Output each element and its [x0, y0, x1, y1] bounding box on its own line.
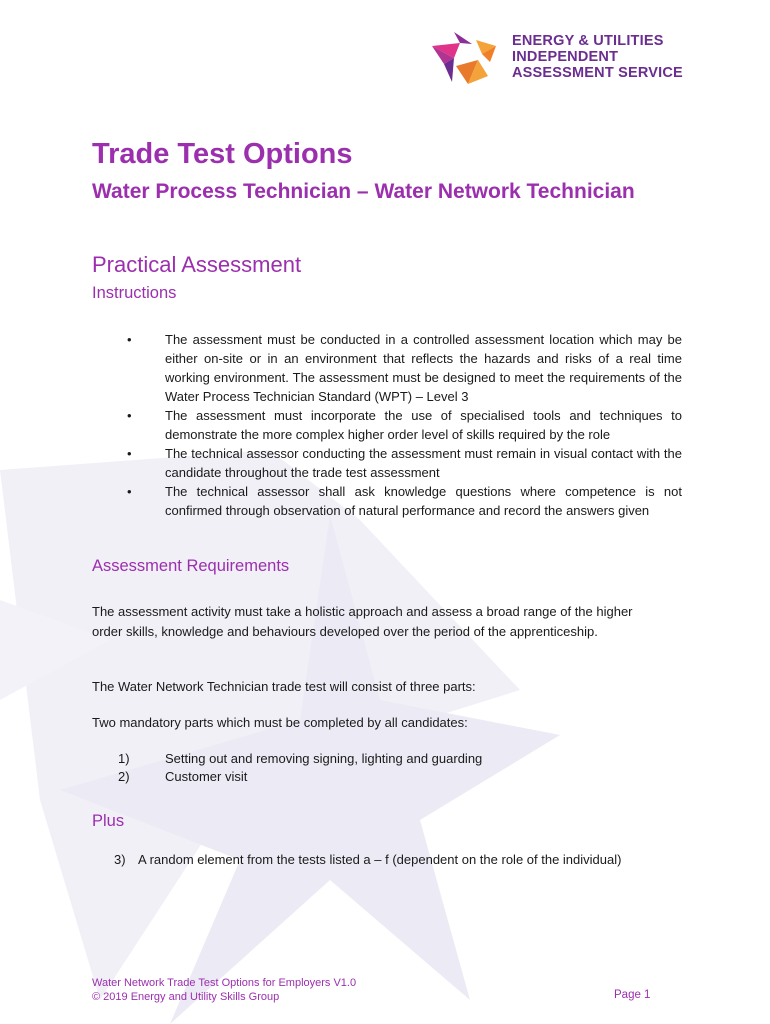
requirements-paragraph-3: Two mandatory parts which must be completed by all candidates:	[92, 715, 468, 730]
practical-assessment-heading: Practical Assessment	[92, 252, 302, 277]
list-item-text: Setting out and removing signing, lighting and guarding	[165, 751, 483, 766]
assessment-requirements-heading: Assessment Requirements	[92, 557, 290, 575]
bullet-icon: •	[127, 332, 132, 347]
logo-line-1: ENERGY & UTILITIES	[512, 33, 664, 49]
footer	[92, 976, 356, 1004]
requirements-paragraph-2: The Water Network Technician trade test will consist of three parts:	[92, 679, 476, 694]
instructions-heading: Instructions	[92, 284, 177, 302]
footer-copyright: © 2019 Energy and Utility Skills Group	[92, 991, 280, 1003]
footer-document-name: Water Network Trade Test Options for Employers V1.0	[92, 977, 357, 989]
page-title: Trade Test Options	[92, 138, 353, 170]
list-item-text: A random element from the tests listed a – f (dependent on the role of the individual)	[138, 852, 622, 867]
instructions-list	[92, 330, 682, 520]
requirements-paragraph-1: The assessment activity must take a holistic approach and assess a broad range of the higher order skills, knowledge and behaviours developed over the period of the apprenticeship.	[92, 604, 633, 639]
logo-line-2: INDEPENDENT	[512, 49, 619, 65]
list-item	[92, 330, 682, 406]
list-item	[92, 406, 682, 444]
list-item-text: The technical assessor conducting the assessment must remain in visual contact with the candidate throughout the trade test assessment	[165, 446, 682, 480]
logo-text	[512, 33, 683, 81]
mandatory-parts-list	[92, 750, 482, 786]
list-item	[92, 750, 482, 768]
bullet-icon: •	[127, 408, 132, 423]
page-subtitle: Water Process Technician – Water Network Technician	[92, 180, 635, 203]
list-item	[92, 482, 682, 520]
list-item-text: The technical assessor shall ask knowledge questions where competence is not confirmed through observation of natural performance and record the answers given	[165, 484, 682, 518]
logo-line-3: ASSESSMENT SERVICE	[512, 65, 683, 81]
list-item	[92, 768, 482, 786]
list-item-text: The assessment must be conducted in a controlled assessment location which may be either on-site or in an environment that reflects the hazards and risks of a real time working environment. The assessment must be designed to meet the requirements of the Water Process Technician Standard (WPT) – Level 3	[165, 332, 682, 404]
list-item-number: 2)	[118, 769, 130, 784]
eu-ias-logo	[430, 30, 690, 86]
page-number: Page 1	[614, 989, 651, 1001]
list-item-text: The assessment must incorporate the use of specialised tools and techniques to demonstrate the more complex higher order level of skills required by the role	[165, 408, 682, 442]
list-item-text: Customer visit	[165, 769, 248, 784]
list-item-number: 3)	[114, 852, 126, 867]
bullet-icon: •	[127, 484, 132, 499]
star-logo-icon	[430, 30, 502, 86]
bullet-icon: •	[127, 446, 132, 461]
list-item-number: 1)	[118, 751, 130, 766]
list-item	[92, 444, 682, 482]
plus-heading: Plus	[92, 812, 125, 830]
